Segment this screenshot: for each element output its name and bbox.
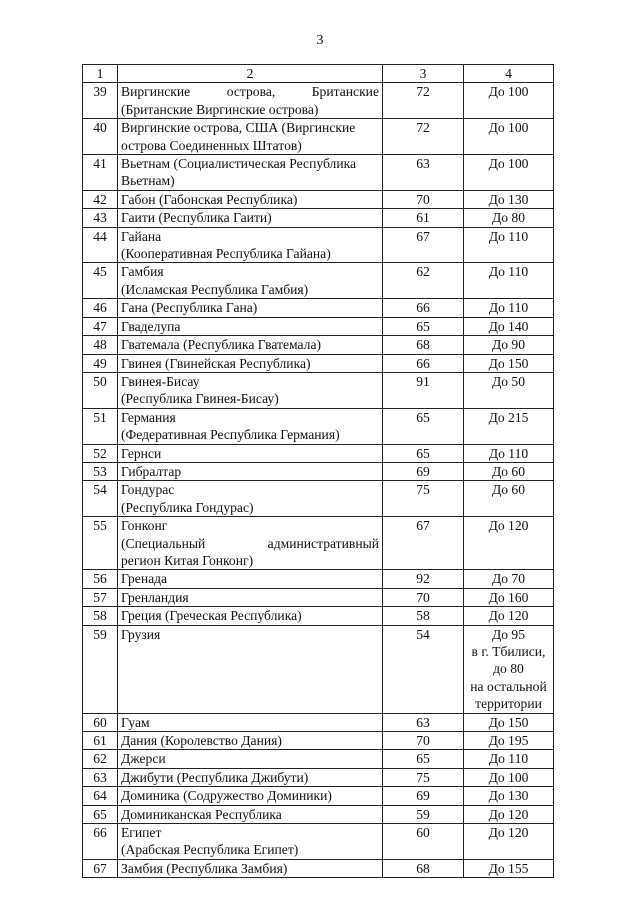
- country-name: [118, 83, 383, 119]
- country-name-line: Джибути (Республика Джибути): [121, 769, 309, 785]
- header-cell: 2: [118, 65, 383, 83]
- country-name-line: Египет: [121, 825, 162, 841]
- rate-value: [464, 570, 554, 588]
- country-name-line: Гамбия: [121, 264, 164, 280]
- row-number: 49: [83, 354, 118, 372]
- country-name: [118, 768, 383, 786]
- country-code: 70: [383, 732, 464, 750]
- country-name-line: Виргинские острова, США (Виргинские: [121, 120, 356, 136]
- country-code: 58: [383, 607, 464, 625]
- table-row: [83, 190, 554, 208]
- row-number: 67: [83, 859, 118, 877]
- rate-value: [464, 713, 554, 731]
- table-row: [83, 209, 554, 227]
- rate-value: [464, 768, 554, 786]
- rate-line: До 100: [488, 156, 529, 172]
- rate-value: [464, 336, 554, 354]
- country-name: [118, 588, 383, 606]
- rate-line: До 120: [488, 806, 529, 822]
- country-name: [118, 824, 383, 860]
- rate-line: в г. Тбилиси,: [471, 644, 546, 659]
- row-number: 43: [83, 209, 118, 227]
- header-cell: 4: [464, 65, 554, 83]
- country-name-line: (Республика Гондурас): [121, 499, 254, 515]
- rate-line: До 110: [488, 445, 529, 461]
- country-name-line: Доминиканская Республика: [121, 806, 282, 822]
- rate-line: До 215: [488, 409, 529, 425]
- table-row: [83, 372, 554, 408]
- country-code: 72: [383, 119, 464, 155]
- table-row: [83, 119, 554, 155]
- table-row: [83, 625, 554, 713]
- table-row: [83, 768, 554, 786]
- country-code: 63: [383, 155, 464, 191]
- row-number: 61: [83, 732, 118, 750]
- rate-line: территории: [475, 696, 542, 712]
- country-code: 65: [383, 750, 464, 768]
- rate-line: До 95: [491, 626, 526, 642]
- rate-value: [464, 824, 554, 860]
- country-name-line: Вьетнам (Социалистическая Республика: [121, 156, 357, 172]
- country-name-line: (Федеративная Республика Германия): [121, 427, 340, 443]
- country-name: [118, 625, 383, 713]
- country-name-line: Гайана: [121, 228, 162, 244]
- country-code: 70: [383, 190, 464, 208]
- rate-line: До 60: [491, 463, 526, 479]
- country-code: 60: [383, 824, 464, 860]
- country-name-line: Гибралтар: [121, 463, 182, 479]
- country-name: [118, 372, 383, 408]
- table-row: [83, 787, 554, 805]
- row-number: 53: [83, 462, 118, 480]
- rate-line: До 155: [488, 860, 529, 876]
- table-row: [83, 462, 554, 480]
- country-name: [118, 462, 383, 480]
- country-code: 70: [383, 588, 464, 606]
- table-row: [83, 750, 554, 768]
- row-number: 56: [83, 570, 118, 588]
- country-name: [118, 732, 383, 750]
- country-name-line: (Республика Гвинея-Бисау): [121, 391, 279, 407]
- rate-value: [464, 859, 554, 877]
- row-number: 39: [83, 83, 118, 119]
- rate-line: До 60: [491, 482, 526, 498]
- country-name-line: Гватемала (Республика Гватемала): [121, 337, 322, 353]
- table-row: [83, 354, 554, 372]
- rate-line: До 120: [488, 608, 529, 624]
- rate-value: [464, 190, 554, 208]
- rate-value: [464, 155, 554, 191]
- row-number: 62: [83, 750, 118, 768]
- rate-value: [464, 263, 554, 299]
- country-name-line: регион Китая Гонконг): [121, 552, 254, 568]
- table-header-row: [83, 65, 554, 83]
- rate-line: До 160: [488, 589, 529, 605]
- country-name-line: Грузия: [121, 626, 161, 642]
- country-code: 65: [383, 408, 464, 444]
- country-name-line: Гваделупа: [121, 318, 181, 334]
- country-code: 63: [383, 713, 464, 731]
- rate-line: До 100: [488, 84, 529, 100]
- rate-line: До 100: [488, 120, 529, 136]
- country-name-line: (Специальный административный: [121, 535, 379, 551]
- rate-line: До 120: [488, 825, 529, 841]
- rate-value: [464, 805, 554, 823]
- country-name-line: Вьетнам): [121, 173, 175, 189]
- country-code: 69: [383, 462, 464, 480]
- country-code: 61: [383, 209, 464, 227]
- country-name: [118, 408, 383, 444]
- header-cell: 1: [83, 65, 118, 83]
- country-code: 91: [383, 372, 464, 408]
- row-number: 63: [83, 768, 118, 786]
- rate-line: До 150: [488, 355, 529, 371]
- country-name: [118, 787, 383, 805]
- country-name-line: Гуам: [121, 714, 150, 730]
- country-name-line: (Кооперативная Республика Гайана): [121, 246, 331, 262]
- country-code: 62: [383, 263, 464, 299]
- rate-value: [464, 444, 554, 462]
- country-name: [118, 517, 383, 570]
- country-name: [118, 190, 383, 208]
- country-code: 65: [383, 317, 464, 335]
- country-name-line: Виргинские острова, Британские: [121, 84, 379, 100]
- country-name: [118, 299, 383, 317]
- row-number: 54: [83, 481, 118, 517]
- rate-line: До 70: [491, 571, 526, 587]
- country-name-line: Гаити (Республика Гаити): [121, 210, 272, 226]
- rate-line: До 130: [488, 191, 529, 207]
- row-number: 55: [83, 517, 118, 570]
- row-number: 66: [83, 824, 118, 860]
- country-name: [118, 354, 383, 372]
- country-name-line: острова Соединенных Штатов): [121, 137, 302, 153]
- rate-value: [464, 227, 554, 263]
- row-number: 50: [83, 372, 118, 408]
- country-name-line: Гренада: [121, 571, 168, 587]
- country-name: [118, 119, 383, 155]
- table-row: [83, 570, 554, 588]
- rate-value: [464, 209, 554, 227]
- rate-line: До 110: [488, 264, 529, 280]
- country-name: [118, 209, 383, 227]
- rate-line: до 80: [493, 661, 524, 677]
- table-row: [83, 336, 554, 354]
- country-name-line: Германия: [121, 409, 176, 425]
- row-number: 60: [83, 713, 118, 731]
- country-code: 67: [383, 227, 464, 263]
- country-name-line: (Исламская Республика Гамбия): [121, 281, 309, 297]
- rate-line: До 120: [488, 518, 529, 534]
- countries-table: [82, 64, 554, 878]
- table-row: [83, 824, 554, 860]
- country-name: [118, 155, 383, 191]
- table-row: [83, 805, 554, 823]
- rate-line: До 110: [488, 751, 529, 767]
- table-row: [83, 588, 554, 606]
- rate-value: [464, 408, 554, 444]
- country-name: [118, 227, 383, 263]
- rate-value: [464, 750, 554, 768]
- country-code: 66: [383, 354, 464, 372]
- country-name: [118, 336, 383, 354]
- rate-line: До 100: [488, 769, 529, 785]
- rate-line: До 90: [491, 337, 526, 353]
- rate-value: [464, 317, 554, 335]
- country-name-line: Гана (Республика Гана): [121, 300, 258, 316]
- country-name-line: Гондурас: [121, 482, 175, 498]
- row-number: 65: [83, 805, 118, 823]
- rate-line: До 140: [488, 318, 529, 334]
- row-number: 42: [83, 190, 118, 208]
- country-name-line: Дания (Королевство Дания): [121, 733, 282, 749]
- table-row: [83, 408, 554, 444]
- country-name: [118, 317, 383, 335]
- table-row: [83, 713, 554, 731]
- table-row: [83, 517, 554, 570]
- country-code: 69: [383, 787, 464, 805]
- rate-value: [464, 607, 554, 625]
- rate-line: До 80: [491, 210, 526, 226]
- rate-value: [464, 299, 554, 317]
- country-name: [118, 570, 383, 588]
- country-code: 68: [383, 859, 464, 877]
- row-number: 48: [83, 336, 118, 354]
- rate-value: [464, 588, 554, 606]
- row-number: 51: [83, 408, 118, 444]
- country-name: [118, 713, 383, 731]
- country-code: 92: [383, 570, 464, 588]
- table-row: [83, 444, 554, 462]
- country-name-line: Джерси: [121, 751, 166, 767]
- row-number: 52: [83, 444, 118, 462]
- country-name: [118, 805, 383, 823]
- row-number: 44: [83, 227, 118, 263]
- table-row: [83, 299, 554, 317]
- country-name-line: Гвинея-Бисау: [121, 373, 200, 389]
- country-name-line: Доминика (Содружество Доминики): [121, 788, 332, 804]
- table-row: [83, 732, 554, 750]
- country-name-line: Гренландия: [121, 589, 189, 605]
- rate-value: [464, 119, 554, 155]
- country-name-line: Греция (Греческая Республика): [121, 608, 302, 624]
- table-row: [83, 263, 554, 299]
- rate-value: [464, 372, 554, 408]
- row-number: 45: [83, 263, 118, 299]
- country-name-line: (Британские Виргинские острова): [121, 101, 319, 117]
- rate-value: [464, 83, 554, 119]
- table-row: [83, 227, 554, 263]
- table-row: [83, 607, 554, 625]
- country-name: [118, 607, 383, 625]
- table-row: [83, 859, 554, 877]
- country-name: [118, 481, 383, 517]
- table-row: [83, 155, 554, 191]
- country-code: 54: [383, 625, 464, 713]
- country-name: [118, 859, 383, 877]
- rate-line: До 110: [488, 300, 529, 316]
- row-number: 59: [83, 625, 118, 713]
- rate-line: До 195: [488, 733, 529, 749]
- country-code: 67: [383, 517, 464, 570]
- header-cell: 3: [383, 65, 464, 83]
- rate-line: До 130: [488, 788, 529, 804]
- rate-value: [464, 481, 554, 517]
- row-number: 64: [83, 787, 118, 805]
- rate-value: [464, 517, 554, 570]
- rate-value: [464, 732, 554, 750]
- row-number: 41: [83, 155, 118, 191]
- rate-line: на остальной: [470, 678, 547, 694]
- country-code: 65: [383, 444, 464, 462]
- rate-line: До 50: [491, 373, 526, 389]
- country-code: 68: [383, 336, 464, 354]
- country-name-line: (Арабская Республика Египет): [121, 842, 299, 858]
- country-code: 59: [383, 805, 464, 823]
- rate-value: [464, 625, 554, 713]
- row-number: 58: [83, 607, 118, 625]
- row-number: 47: [83, 317, 118, 335]
- page-number: 3: [316, 33, 324, 48]
- row-number: 46: [83, 299, 118, 317]
- rate-value: [464, 462, 554, 480]
- country-name: [118, 263, 383, 299]
- country-name: [118, 750, 383, 768]
- country-name-line: Гернси: [121, 445, 162, 461]
- country-name-line: Гвинея (Гвинейская Республика): [121, 355, 311, 371]
- rate-value: [464, 354, 554, 372]
- rate-line: До 150: [488, 714, 529, 730]
- country-name-line: Гонконг: [121, 518, 168, 534]
- row-number: 40: [83, 119, 118, 155]
- country-name-line: Габон (Габонская Республика): [121, 191, 298, 207]
- country-code: 66: [383, 299, 464, 317]
- rate-value: [464, 787, 554, 805]
- country-code: 72: [383, 83, 464, 119]
- country-name-line: Замбия (Республика Замбия): [121, 860, 288, 876]
- rate-line: До 110: [488, 228, 529, 244]
- table-row: [83, 83, 554, 119]
- table-row: [83, 317, 554, 335]
- country-code: 75: [383, 768, 464, 786]
- country-code: 75: [383, 481, 464, 517]
- country-name: [118, 444, 383, 462]
- table-row: [83, 481, 554, 517]
- row-number: 57: [83, 588, 118, 606]
